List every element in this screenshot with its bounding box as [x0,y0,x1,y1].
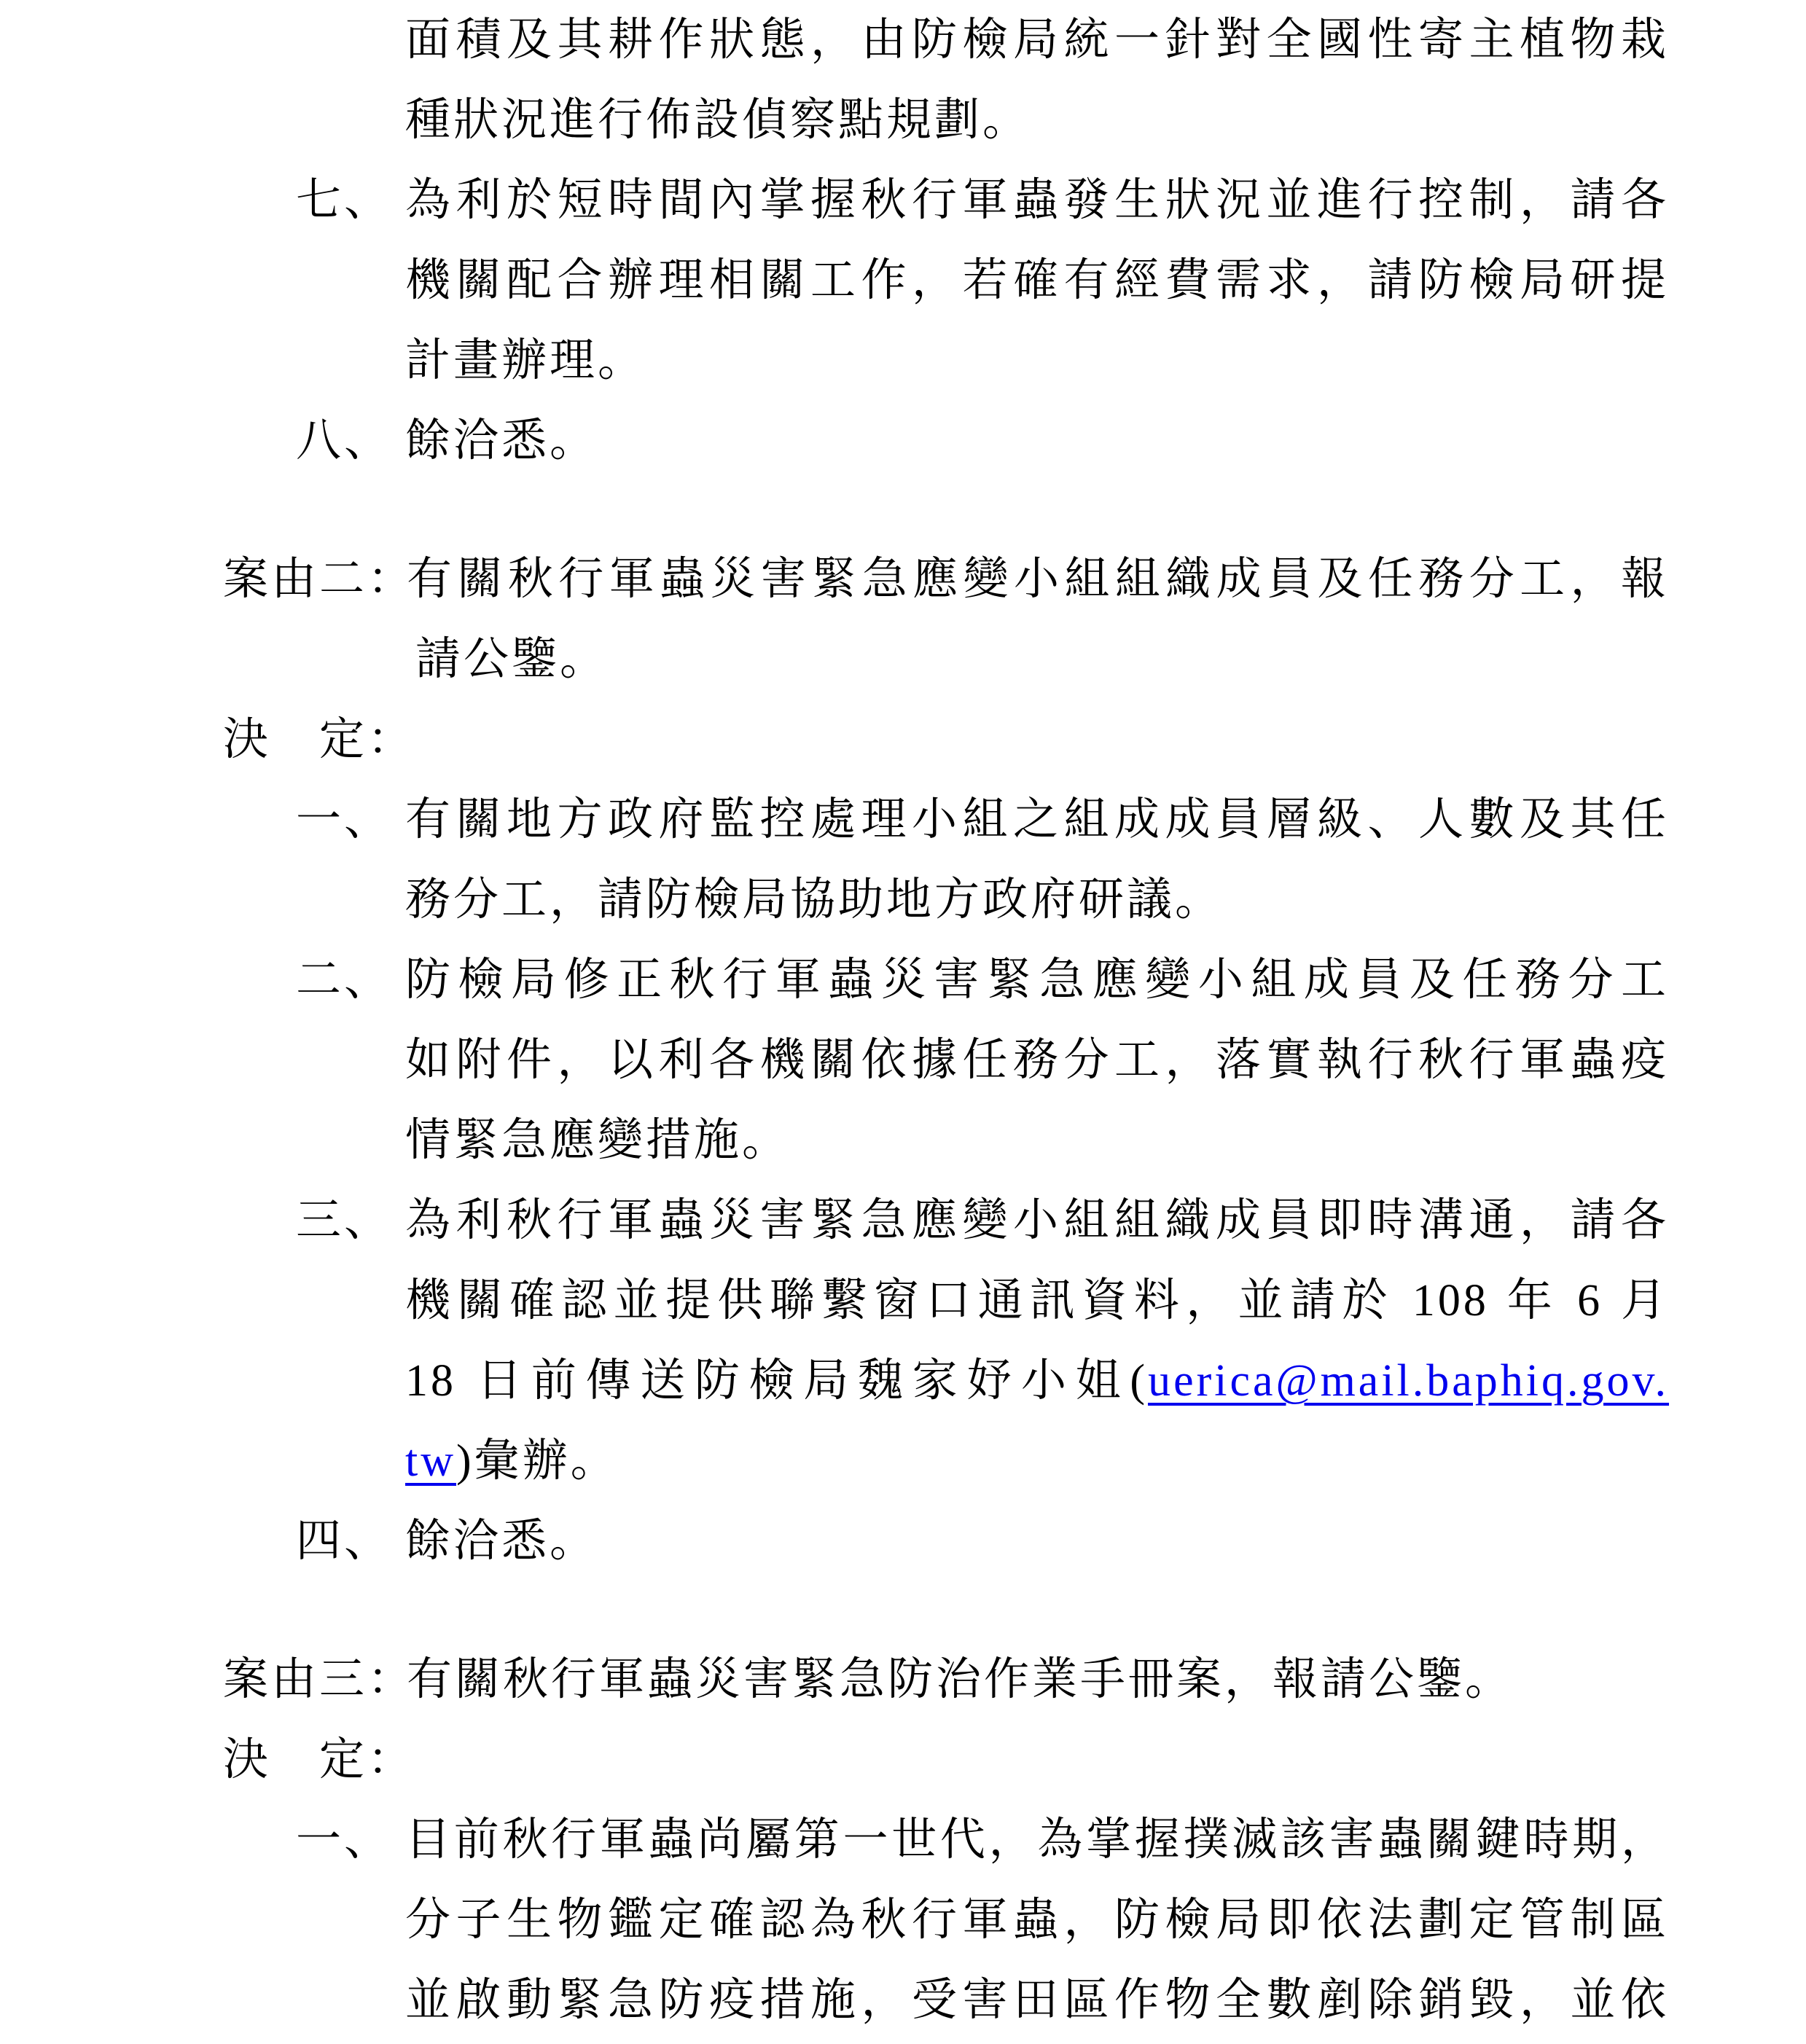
line-text: 如附件，以利各機關依據任務分工，落實執行秋行軍蟲疫 [405,1035,1669,1085]
case-label-2: 案由二： [223,555,416,604]
line-text: 種狀況進行佈設偵察點規劃。 [405,95,1031,145]
item-number-1: 一、 [296,795,393,845]
line-text: 面積及其耕作狀態，由防檢局統一針對全國性寄主植物栽 [405,15,1669,65]
line-text: 務分工，請防檢局協助地方政府研議。 [405,875,1224,925]
doc-line-16 [405,1261,1669,1341]
doc-line-02 [405,80,1669,160]
email-link[interactable]: uerica@mail.baphiq.gov. [1148,1356,1669,1406]
line-text: 情緊急應變措施。 [405,1116,791,1165]
line-text: 並啟動緊急防疫措施，受害田區作物全數剷除銷毀，並依 [405,1976,1669,2025]
doc-line-11 [405,860,1669,940]
section-gap [0,481,1806,539]
doc-line-07-case2-title [223,539,1669,619]
doc-line-04 [405,240,1669,321]
item-number-8: 八、 [296,416,393,466]
doc-line-06 [296,401,1669,481]
doc-line-15 [296,1180,1669,1261]
line-text: 有關秋行軍蟲災害緊急應變小組組織成員及任務分工，報 [407,555,1669,604]
item-number-2: 二、 [296,955,393,1005]
doc-line-19 [296,1501,1669,1581]
line-text: )彙辦。 [456,1436,619,1486]
section-gap [0,1581,1806,1640]
doc-line-13 [405,1020,1669,1100]
doc-line-22 [296,1800,1669,1880]
line-text: 18 日前傳送防檢局魏家妤小姐( [405,1356,1149,1406]
decision-label: 決 定： [223,1735,416,1785]
item-number-4: 四、 [296,1516,393,1566]
doc-line-08 [415,619,1669,700]
line-text: 分子生物鑑定確認為秋行軍蟲，防檢局即依法劃定管制區 [405,1895,1669,1945]
line-text: 為利秋行軍蟲災害緊急應變小組組織成員即時溝通，請各 [405,1196,1669,1245]
decision-label: 決 定： [223,715,416,764]
line-text: 餘洽悉。 [405,1516,598,1566]
doc-line-24 [405,1960,1669,2040]
line-text: 計畫辦理。 [405,336,646,385]
line-text: 目前秋行軍蟲尚屬第一世代，為掌握撲滅該害蟲關鍵時期， [405,1815,1669,1865]
doc-line-21-decision-label [223,1720,1669,1800]
doc-line-23 [405,1880,1669,1960]
item-number-1b: 一、 [296,1815,393,1865]
line-text: 機關配合辦理相關工作，若確有經費需求，請防檢局研提 [405,256,1669,305]
item-number-3: 三、 [296,1196,393,1245]
doc-line-09-decision-label [223,700,1669,780]
doc-line-18 [405,1421,1669,1501]
email-link-continuation[interactable]: tw [405,1436,456,1486]
doc-line-14 [405,1100,1669,1180]
line-text: 有關地方政府監控處理小組之組成成員層級、人數及其任 [405,795,1669,845]
doc-line-17 [405,1341,1669,1421]
line-text: 有關秋行軍蟲災害緊急防治作業手冊案，報請公鑒。 [407,1655,1514,1704]
doc-line-20-case3-title [223,1640,1669,1720]
item-number-7: 七、 [296,176,393,225]
line-text: 防檢局修正秋行軍蟲災害緊急應變小組成員及任務分工 [405,955,1669,1005]
doc-line-05 [405,321,1669,401]
doc-line-01 [405,0,1669,80]
line-text: 為利於短時間內掌握秋行軍蟲發生狀況並進行控制，請各 [405,176,1669,225]
case-label-3: 案由三： [223,1655,416,1704]
line-text: 餘洽悉。 [405,416,598,466]
doc-line-03 [296,160,1669,240]
line-text: 機關確認並提供聯繫窗口通訊資料，並請於 108 年 6 月 [405,1276,1669,1326]
doc-line-12 [296,940,1669,1020]
line-text: 請公鑒。 [415,635,609,684]
doc-line-10 [296,780,1669,860]
